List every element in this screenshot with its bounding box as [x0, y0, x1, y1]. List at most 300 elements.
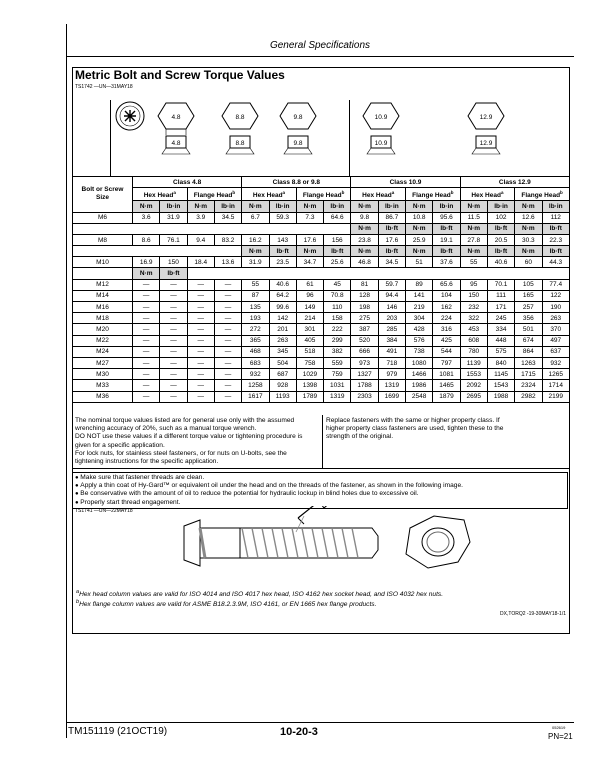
value-cell: 780 [460, 346, 487, 357]
value-cell: 382 [324, 346, 351, 357]
value-cell: 687 [269, 369, 296, 380]
value-cell: 1788 [351, 380, 378, 391]
value-cell: 1029 [296, 369, 323, 380]
table-row [73, 346, 570, 357]
table-row [73, 290, 570, 301]
unit-cell: lb·ft [542, 246, 570, 257]
blank-cell [73, 223, 351, 234]
value-cell: 1081 [433, 369, 460, 380]
value-cell: 1193 [269, 391, 296, 402]
value-cell: 104 [433, 290, 460, 301]
value-cell: 2324 [515, 380, 542, 391]
value-cell: 1714 [542, 380, 570, 391]
unit-cell: lb·ft [487, 246, 514, 257]
value-cell: 87 [242, 290, 269, 301]
value-cell: — [214, 324, 241, 335]
value-cell: 110 [324, 302, 351, 313]
hex-nut-icon [406, 516, 470, 568]
size-cell: M20 [73, 324, 133, 335]
value-cell: — [214, 391, 241, 402]
value-cell: 1465 [433, 380, 460, 391]
value-cell: 520 [351, 335, 378, 346]
value-cell: — [214, 346, 241, 357]
value-cell: 1265 [542, 369, 570, 380]
footnote-marker: a [391, 190, 395, 196]
value-cell: 497 [542, 335, 570, 346]
value-cell: 193 [242, 313, 269, 324]
value-cell: — [214, 369, 241, 380]
value-cell: 46.8 [351, 257, 378, 268]
value-cell: — [160, 346, 187, 357]
value-cell: 70.8 [324, 290, 351, 301]
value-cell: — [133, 369, 160, 380]
class-header: Class 4.8 [133, 177, 242, 188]
size-header [73, 177, 133, 213]
unit-cell: N·m [296, 246, 323, 257]
value-cell: 16.2 [242, 234, 269, 245]
value-cell: — [133, 335, 160, 346]
value-cell: 171 [487, 302, 514, 313]
unit-cell: lb·ft [378, 223, 405, 234]
value-cell: — [160, 357, 187, 368]
notes-left [73, 415, 323, 468]
value-cell: 150 [460, 290, 487, 301]
value-cell: — [214, 380, 241, 391]
note-line: The nominal torque values listed are for general use only with the assumed [75, 417, 295, 424]
bolt-class-label: 9.8 [293, 114, 303, 121]
unit-subheader-row [73, 268, 570, 279]
value-cell: — [160, 302, 187, 313]
value-cell: 576 [406, 335, 433, 346]
value-cell: 301 [296, 324, 323, 335]
table-body [73, 212, 570, 402]
note-line: Replace fasteners with the same or higher property class. If [326, 417, 500, 424]
head-type-row [73, 188, 570, 201]
unit-cell: N·m [242, 246, 269, 257]
size-cell: M18 [73, 313, 133, 324]
value-cell: 263 [269, 335, 296, 346]
bolt-class-label: 4.8 [171, 140, 181, 147]
unit-cell: lb·in [324, 201, 351, 212]
value-cell: 30.3 [515, 234, 542, 245]
unit-cell: N·m [406, 201, 433, 212]
value-cell: 64.2 [269, 290, 296, 301]
value-cell: 65.6 [433, 279, 460, 290]
value-cell: 128 [351, 290, 378, 301]
bolt-class-label: 10.9 [374, 140, 388, 147]
size-header-line1: Bolt or Screw [81, 186, 124, 194]
value-cell: 718 [378, 357, 405, 368]
value-cell: 19.1 [433, 234, 460, 245]
table-row [73, 324, 570, 335]
value-cell: — [160, 290, 187, 301]
bullet-item: ● Make sure that fastener threads are clean. [75, 474, 565, 482]
class-header: Class 8.8 or 9.8 [242, 177, 351, 188]
value-cell: 201 [269, 324, 296, 335]
value-cell: 1031 [324, 380, 351, 391]
reference-code: DX,TORQ2 -19-30MAY18-1/1 [500, 611, 566, 617]
flange-head-header-label: Flange Head [412, 192, 451, 200]
value-cell: 322 [460, 313, 487, 324]
size-cell: M12 [73, 279, 133, 290]
value-cell: 111 [487, 290, 514, 301]
value-cell: 1139 [460, 357, 487, 368]
value-cell: 143 [269, 234, 296, 245]
value-cell: — [133, 313, 160, 324]
hex-head-header-label: Hex Head [471, 192, 501, 200]
value-cell: — [133, 357, 160, 368]
unit-cell: N·m [515, 223, 542, 234]
value-cell: 214 [296, 313, 323, 324]
value-cell: 666 [351, 346, 378, 357]
value-cell: 102 [487, 212, 514, 223]
value-cell: 1398 [296, 380, 323, 391]
value-cell: — [187, 290, 214, 301]
flange-head-header [187, 188, 242, 201]
value-cell: 428 [406, 324, 433, 335]
header-rule [66, 56, 574, 57]
hex-head-header [351, 188, 406, 201]
value-cell: 285 [378, 324, 405, 335]
value-cell: 34.5 [378, 257, 405, 268]
value-cell: 1699 [378, 391, 405, 402]
value-cell: 37.6 [433, 257, 460, 268]
value-cell: — [160, 313, 187, 324]
size-cell: M27 [73, 357, 133, 368]
value-cell: 575 [487, 346, 514, 357]
unit-cell: lb·ft [487, 223, 514, 234]
value-cell: 9.8 [351, 212, 378, 223]
value-cell: — [133, 391, 160, 402]
value-cell: 112 [542, 212, 570, 223]
value-cell: 468 [242, 346, 269, 357]
bolt-class-label: 4.8 [171, 114, 181, 121]
value-cell: 759 [324, 369, 351, 380]
footnote-marker: b [450, 190, 454, 196]
bolt-side-view-icon [184, 520, 378, 566]
unit-subheader-row [73, 223, 570, 234]
value-cell: 8.6 [133, 234, 160, 245]
value-cell: — [187, 335, 214, 346]
class-header: Class 10.9 [351, 177, 460, 188]
value-cell: 219 [406, 302, 433, 313]
value-cell: 738 [406, 346, 433, 357]
unit-cell: N·m [406, 246, 433, 257]
value-cell: 275 [351, 313, 378, 324]
footer-rule [66, 722, 574, 723]
value-cell: 1879 [433, 391, 460, 402]
value-cell: — [187, 357, 214, 368]
value-cell: 23.8 [351, 234, 378, 245]
torque-table [72, 176, 570, 403]
size-cell: M16 [73, 302, 133, 313]
value-cell: 1319 [324, 391, 351, 402]
value-cell: — [160, 279, 187, 290]
recess-head-icon [116, 102, 144, 130]
manual-number: TM151119 (21OCT19) [68, 726, 168, 737]
value-cell: 158 [324, 313, 351, 324]
value-cell: 544 [433, 346, 460, 357]
value-cell: 95.6 [433, 212, 460, 223]
footnote-marker: a [173, 190, 176, 196]
value-cell: 304 [406, 313, 433, 324]
unit-cell: lb·in [542, 201, 570, 212]
notes-right [323, 415, 569, 468]
value-cell: 3.6 [133, 212, 160, 223]
value-cell: 224 [433, 313, 460, 324]
size-cell: M22 [73, 335, 133, 346]
table-row [73, 212, 570, 223]
value-cell: 1715 [515, 369, 542, 380]
unit-cell: N·m [187, 201, 214, 212]
value-cell: — [160, 335, 187, 346]
size-cell: M8 [73, 234, 133, 245]
flange-head-header-label: Flange Head [521, 192, 561, 200]
value-cell: 608 [460, 335, 487, 346]
size-cell: M14 [73, 290, 133, 301]
note-line: tightening instructions for the specific application. [75, 458, 219, 466]
unit-cell: lb·in [269, 201, 296, 212]
value-cell: — [187, 302, 214, 313]
value-cell: 51 [406, 257, 433, 268]
value-cell: 928 [269, 380, 296, 391]
value-cell: 18.4 [187, 257, 214, 268]
value-cell: 105 [515, 279, 542, 290]
value-cell: 2695 [460, 391, 487, 402]
hex-head-header [460, 188, 515, 201]
size-cell: M30 [73, 369, 133, 380]
value-cell: 40.6 [487, 257, 514, 268]
value-cell: 59.7 [378, 279, 405, 290]
unit-cell: lb·in [487, 201, 514, 212]
value-cell: 61 [296, 279, 323, 290]
unit-cell: N·m [515, 246, 542, 257]
unit-cell: N·m [133, 201, 160, 212]
value-cell: 2092 [460, 380, 487, 391]
value-cell: 334 [487, 324, 514, 335]
unit-row [73, 201, 570, 212]
value-cell: 932 [242, 369, 269, 380]
value-cell: 674 [515, 335, 542, 346]
value-cell: — [160, 391, 187, 402]
value-cell: — [214, 357, 241, 368]
footnote-marker: a [500, 190, 504, 196]
value-cell: — [214, 279, 241, 290]
value-cell: 1263 [515, 357, 542, 368]
flange-head-header-label: Flange Head [193, 192, 233, 200]
value-cell: 1553 [460, 369, 487, 380]
hex-head-header [133, 188, 188, 201]
footer-date-code: 052619 [552, 725, 566, 730]
value-cell: — [187, 346, 214, 357]
value-cell: 1145 [487, 369, 514, 380]
bullet-item: ● Apply a thin coat of Hy-Gard™ or equivalent oil under the head and on the threads of the fastener, as shown in the following image. [75, 482, 565, 490]
hex-head-header-label: Hex Head [252, 192, 283, 200]
value-cell: 10.8 [406, 212, 433, 223]
value-cell: 20.5 [487, 234, 514, 245]
section-header: General Specifications [269, 40, 371, 51]
value-cell: 13.6 [214, 257, 241, 268]
unit-cell: N·m [351, 246, 378, 257]
bolt-class-label: 12.9 [479, 114, 493, 121]
value-cell: 979 [378, 369, 405, 380]
table-row [73, 369, 570, 380]
value-cell: 156 [324, 234, 351, 245]
value-cell: 257 [515, 302, 542, 313]
value-cell: 932 [542, 357, 570, 368]
value-cell: 864 [515, 346, 542, 357]
value-cell: 95 [460, 279, 487, 290]
flange-head-header [515, 188, 570, 201]
unit-cell: N·m [460, 201, 487, 212]
value-cell: 40.6 [269, 279, 296, 290]
value-cell: 59.3 [269, 212, 296, 223]
value-cell: 1986 [406, 380, 433, 391]
value-cell: 356 [515, 313, 542, 324]
value-cell: — [187, 380, 214, 391]
value-cell: 81 [351, 279, 378, 290]
table-header-row [73, 177, 570, 188]
class-header: Class 12.9 [460, 177, 569, 188]
table-row [73, 357, 570, 368]
value-cell: 146 [378, 302, 405, 313]
size-cell: M6 [73, 212, 133, 223]
blank-cell [187, 268, 569, 279]
value-cell: 3.9 [187, 212, 214, 223]
value-cell: 272 [242, 324, 269, 335]
value-cell: — [133, 279, 160, 290]
value-cell: 11.5 [460, 212, 487, 223]
value-cell: 135 [242, 302, 269, 313]
footnote-b-marker: b [76, 599, 80, 605]
unit-cell: lb·ft [160, 268, 187, 279]
value-cell: 149 [296, 302, 323, 313]
value-cell: — [187, 279, 214, 290]
value-cell: 12.6 [515, 212, 542, 223]
value-cell: 263 [542, 313, 570, 324]
value-cell: 1319 [378, 380, 405, 391]
value-cell: 370 [542, 324, 570, 335]
footnote-marker: b [232, 190, 236, 196]
footnote-a-marker: a [76, 589, 80, 595]
table-row [73, 302, 570, 313]
value-cell: 86.7 [378, 212, 405, 223]
footnote-marker: b [560, 190, 563, 196]
value-cell: 405 [296, 335, 323, 346]
figure-code-top: TS1742 —UN—31MAY18 [75, 84, 133, 90]
note-line: strength of the original. [326, 433, 394, 441]
value-cell: 7.3 [296, 212, 323, 223]
hex-head-header [242, 188, 297, 201]
value-cell: — [133, 302, 160, 313]
size-cell: M33 [73, 380, 133, 391]
size-cell: M36 [73, 391, 133, 402]
value-cell: — [214, 302, 241, 313]
value-cell: 797 [433, 357, 460, 368]
value-cell: 1789 [296, 391, 323, 402]
value-cell: 70.1 [487, 279, 514, 290]
note-line: wrenching accuracy of 20%, such as a manual torque wrench. [75, 425, 257, 433]
note-line: higher property class fasteners are used, tighten these to the [326, 425, 504, 433]
value-cell: 34.7 [296, 257, 323, 268]
value-cell: — [187, 313, 214, 324]
footnote-a [76, 589, 443, 598]
table-row [73, 313, 570, 324]
footnote-a-text: Hex head column values are valid for ISO 4014 and ISO 4017 hex head, ISO 4162 hex socket head, and ISO 4032 hex nuts. [79, 591, 444, 599]
value-cell: 384 [378, 335, 405, 346]
unit-cell: lb·ft [324, 246, 351, 257]
value-cell: 245 [487, 313, 514, 324]
value-cell: 23.5 [269, 257, 296, 268]
value-cell: 122 [542, 290, 570, 301]
table-row [73, 234, 570, 245]
value-cell: 1258 [242, 380, 269, 391]
value-cell: 203 [378, 313, 405, 324]
blank-cell [73, 268, 133, 279]
value-cell: 232 [460, 302, 487, 313]
value-cell: — [214, 290, 241, 301]
value-cell: 9.4 [187, 234, 214, 245]
value-cell: 1988 [487, 391, 514, 402]
value-cell: 25.9 [406, 234, 433, 245]
value-cell: 31.9 [160, 212, 187, 223]
value-cell: 559 [324, 357, 351, 368]
unit-cell: lb·ft [269, 246, 296, 257]
size-cell: M10 [73, 257, 133, 268]
torque-notes [72, 415, 570, 469]
value-cell: 165 [515, 290, 542, 301]
value-cell: 345 [269, 346, 296, 357]
value-cell: 25.6 [324, 257, 351, 268]
value-cell: 190 [542, 302, 570, 313]
footnote-b-text: Hex flange column values are valid for ASME B18.2.3.9M, ISO 4161, or EN 1665 hex flange products. [79, 601, 377, 609]
value-cell: 2303 [351, 391, 378, 402]
table-row [73, 380, 570, 391]
size-cell: M24 [73, 346, 133, 357]
hex-head-header-label: Hex Head [362, 192, 392, 200]
value-cell: 99.6 [269, 302, 296, 313]
value-cell: 44.3 [542, 257, 570, 268]
unit-cell: lb·ft [542, 223, 570, 234]
value-cell: 316 [433, 324, 460, 335]
size-header-line2: Size [96, 194, 110, 202]
value-cell: 840 [487, 357, 514, 368]
value-cell: 96 [296, 290, 323, 301]
value-cell: 141 [406, 290, 433, 301]
pn-number: PN=21 [548, 732, 573, 741]
unit-cell: lb·in [378, 201, 405, 212]
value-cell: — [187, 324, 214, 335]
value-cell: 637 [542, 346, 570, 357]
value-cell: — [133, 324, 160, 335]
value-cell: 89 [406, 279, 433, 290]
unit-cell: N·m [242, 201, 269, 212]
value-cell: 1327 [351, 369, 378, 380]
unit-cell: lb·ft [433, 223, 460, 234]
unit-cell: N·m [296, 201, 323, 212]
value-cell: 17.6 [296, 234, 323, 245]
bullet-item: ● Be conservative with the amount of oil to reduce the potential for hydraulic lockup in blind holes due to excessive oil. [75, 490, 565, 498]
value-cell: 76.1 [160, 234, 187, 245]
value-cell: 2199 [542, 391, 570, 402]
value-cell: — [187, 391, 214, 402]
value-cell: — [214, 313, 241, 324]
value-cell: 45 [324, 279, 351, 290]
value-cell: 94.4 [378, 290, 405, 301]
unit-cell: lb·in [214, 201, 241, 212]
oil-application-illustration [72, 506, 568, 580]
value-cell: 142 [269, 313, 296, 324]
